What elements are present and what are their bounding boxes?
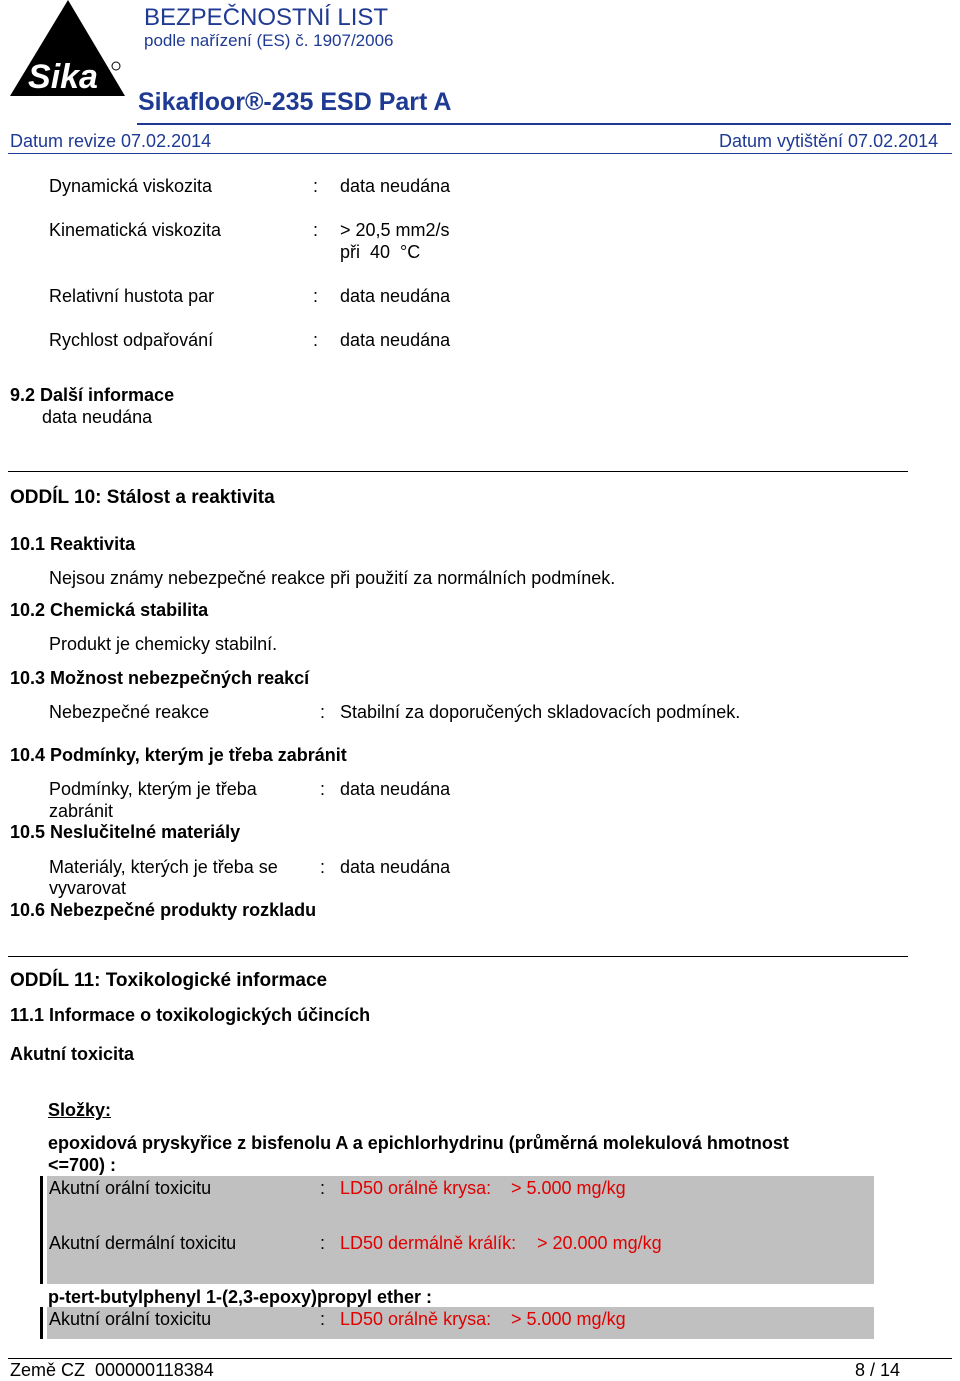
doc-subtitle: podle nařízení (ES) č. 1907/2006 [144, 31, 394, 50]
tox-dose-dermal-1: > 20.000 mg/kg [537, 1233, 662, 1253]
component-1-change-bar [40, 1176, 43, 1284]
tox-colon: : [320, 1178, 326, 1198]
prop-label-evaporation: Rychlost odpařování [49, 330, 214, 350]
tox-value-dermal-1: LD50 dermálně králík: [340, 1233, 517, 1253]
label-10-3: Nebezpečné reakce [49, 702, 210, 722]
acute-toxicity-heading: Akutní toxicita [10, 1044, 135, 1064]
label-10-5-line1: Materiály, kterých je třeba se [49, 857, 278, 877]
text-9-2: data neudána [42, 407, 153, 427]
prop-value-vapor-density: data neudána [340, 286, 451, 306]
components-heading: Složky: [48, 1100, 112, 1120]
value-10-3: Stabilní za doporučených skladovacích podmínek. [340, 702, 741, 722]
colon-10-5: : [320, 857, 326, 877]
heading-10-6: 10.6 Nebezpečné produkty rozkladu [10, 900, 317, 920]
prop-colon: : [313, 220, 319, 240]
prop-colon: : [313, 286, 319, 306]
component-1-name-line1: epoxidová pryskyřice z bisfenolu A a epichlorhydrinu (průměrná molekulová hmotnost [48, 1133, 789, 1153]
tox-value-oral-1: LD50 orálně krysa: [340, 1178, 492, 1198]
print-date: Datum vytištění 07.02.2014 [719, 131, 939, 151]
tox-dose-oral-2: > 5.000 mg/kg [511, 1309, 626, 1329]
prop-label-kin-viscosity: Kinematická viskozita [49, 220, 222, 240]
text-10-2: Produkt je chemicky stabilní. [49, 634, 278, 654]
product-name: Sikafloor®-235 ESD Part A [138, 88, 452, 116]
tox-label-dermal-1: Akutní dermální toxicitu [49, 1233, 237, 1253]
tox-value-oral-2: LD50 orálně krysa: [340, 1309, 492, 1329]
heading-11-1: 11.1 Informace o toxikologických účincích [10, 1005, 371, 1025]
header-rule-top [137, 123, 951, 125]
tox-colon: : [320, 1309, 326, 1329]
value-10-5: data neudána [340, 857, 451, 877]
section-11-rule [8, 956, 908, 957]
footer-rule [8, 1358, 952, 1359]
tox-colon: : [320, 1233, 326, 1253]
heading-10-4: 10.4 Podmínky, kterým je třeba zabránit [10, 745, 347, 765]
component-2-change-bar [40, 1307, 43, 1339]
sika-logo [10, 0, 125, 96]
label-10-5-line2: vyvarovat [49, 878, 127, 898]
prop-colon: : [313, 176, 319, 196]
colon-10-4: : [320, 779, 326, 799]
tox-label-oral-1: Akutní orální toxicitu [49, 1178, 212, 1198]
section-10-rule [8, 471, 908, 472]
prop-label-dyn-viscosity: Dynamická viskozita [49, 176, 213, 196]
section-10-title: ODDÍL 10: Stálost a reaktivita [10, 487, 275, 508]
component-2-name: p-tert-butylphenyl 1-(2,3-epoxy)propyl ether : [48, 1287, 433, 1307]
label-10-4-line2: zabránit [49, 801, 114, 821]
prop-label-vapor-density: Relativní hustota par [49, 286, 215, 306]
header-rule-bottom [8, 153, 952, 154]
prop-value-evaporation: data neudána [340, 330, 451, 350]
prop-value-kin-viscosity: > 20,5 mm2/s [340, 220, 450, 240]
text-10-1: Nejsou známy nebezpečné reakce při použití za normálních podmínek. [49, 568, 616, 588]
label-10-4-line1: Podmínky, kterým je třeba [49, 779, 257, 799]
value-10-4: data neudána [340, 779, 451, 799]
logo-text: Sika [28, 58, 98, 96]
colon-10-3: : [320, 702, 326, 722]
heading-10-3: 10.3 Možnost nebezpečných reakcí [10, 668, 310, 688]
heading-10-1: 10.1 Reaktivita [10, 534, 136, 554]
footer-country-id: Země CZ 000000118384 [10, 1360, 214, 1380]
tox-label-oral-2: Akutní orální toxicitu [49, 1309, 212, 1329]
heading-10-5: 10.5 Neslučitelné materiály [10, 822, 241, 842]
tox-dose-oral-1: > 5.000 mg/kg [511, 1178, 626, 1198]
prop-value-kin-viscosity-temp: při 40 °C [340, 242, 421, 262]
component-1-name-line2: <=700) : [48, 1155, 117, 1175]
doc-title: BEZPEČNOSTNÍ LIST [144, 4, 389, 31]
prop-value-dyn-viscosity: data neudána [340, 176, 451, 196]
revision-date: Datum revize 07.02.2014 [10, 131, 212, 151]
section-11-title: ODDÍL 11: Toxikologické informace [10, 970, 328, 991]
footer-page-number: 8 / 14 [855, 1360, 901, 1380]
heading-10-2: 10.2 Chemická stabilita [10, 600, 209, 620]
heading-9-2: 9.2 Další informace [10, 385, 175, 405]
prop-colon: : [313, 330, 319, 350]
